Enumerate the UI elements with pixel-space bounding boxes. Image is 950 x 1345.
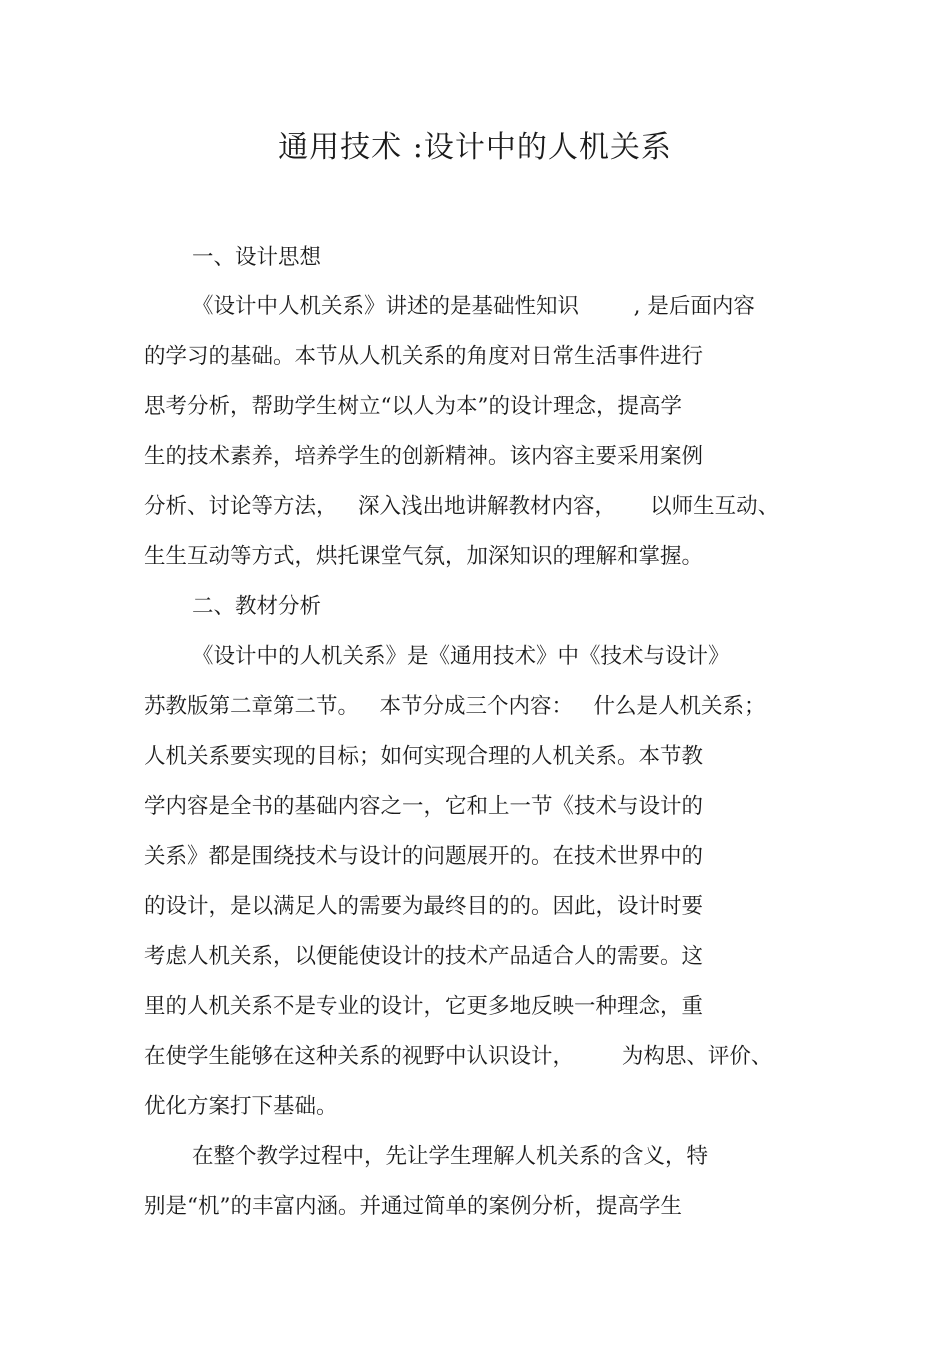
paragraph-line: 人机关系要实现的目标；如何实现合理的人机关系。本节教 xyxy=(144,744,704,769)
paragraph-line: 苏教版第二章第二节。 本节分成三个内容： 什么是人机关系； xyxy=(144,694,766,719)
paragraph-line: 的设计，是以满足人的需要为最终目的的。因此，设计时要 xyxy=(144,894,704,919)
paragraph-line: 分析、讨论等方法， 深入浅出地讲解教材内容， 以师生互动、 xyxy=(144,494,780,519)
paragraph-line: 生生互动等方式，烘托课堂气氛，加深知识的理解和掌握。 xyxy=(144,544,704,569)
paragraph-line: 考虑人机关系，以便能使设计的技术产品适合人的需要。这 xyxy=(144,944,704,969)
paragraph-line: 在使学生能够在这种关系的视野中认识设计， 为构思、评价、 xyxy=(144,1044,773,1069)
document-title: 通用技术 :设计中的人机关系 xyxy=(278,130,672,165)
section-heading-design-idea: 一、设计思想 xyxy=(192,245,322,270)
paragraph-line: 《设计中人机关系》讲述的是基础性知识 , 是后面内容 xyxy=(192,294,755,319)
paragraph-line: 关系》都是围绕技术与设计的问题展开的。在技术世界中的 xyxy=(144,844,704,869)
paragraph-line: 《设计中的人机关系》是《通用技术》中《技术与设计》 xyxy=(192,644,730,669)
paragraph-line: 生的技术素养，培养学生的创新精神。该内容主要采用案例 xyxy=(144,444,704,469)
paragraph-line: 的学习的基础。本节从人机关系的角度对日常生活事件进行 xyxy=(144,344,704,369)
paragraph-line: 别是“机”的丰富内涵。并通过简单的案例分析，提高学生 xyxy=(144,1194,682,1219)
paragraph-line: 优化方案打下基础。 xyxy=(144,1094,338,1119)
paragraph-line: 在整个教学过程中，先让学生理解人机关系的含义，特 xyxy=(192,1144,709,1169)
paragraph-line: 思考分析，帮助学生树立“以人为本”的设计理念，提高学 xyxy=(144,394,682,419)
section-heading-material-analysis: 二、教材分析 xyxy=(192,594,322,619)
paragraph-line: 学内容是全书的基础内容之一，它和上一节《技术与设计的 xyxy=(144,794,704,819)
paragraph-line: 里的人机关系不是专业的设计，它更多地反映一种理念，重 xyxy=(144,994,704,1019)
